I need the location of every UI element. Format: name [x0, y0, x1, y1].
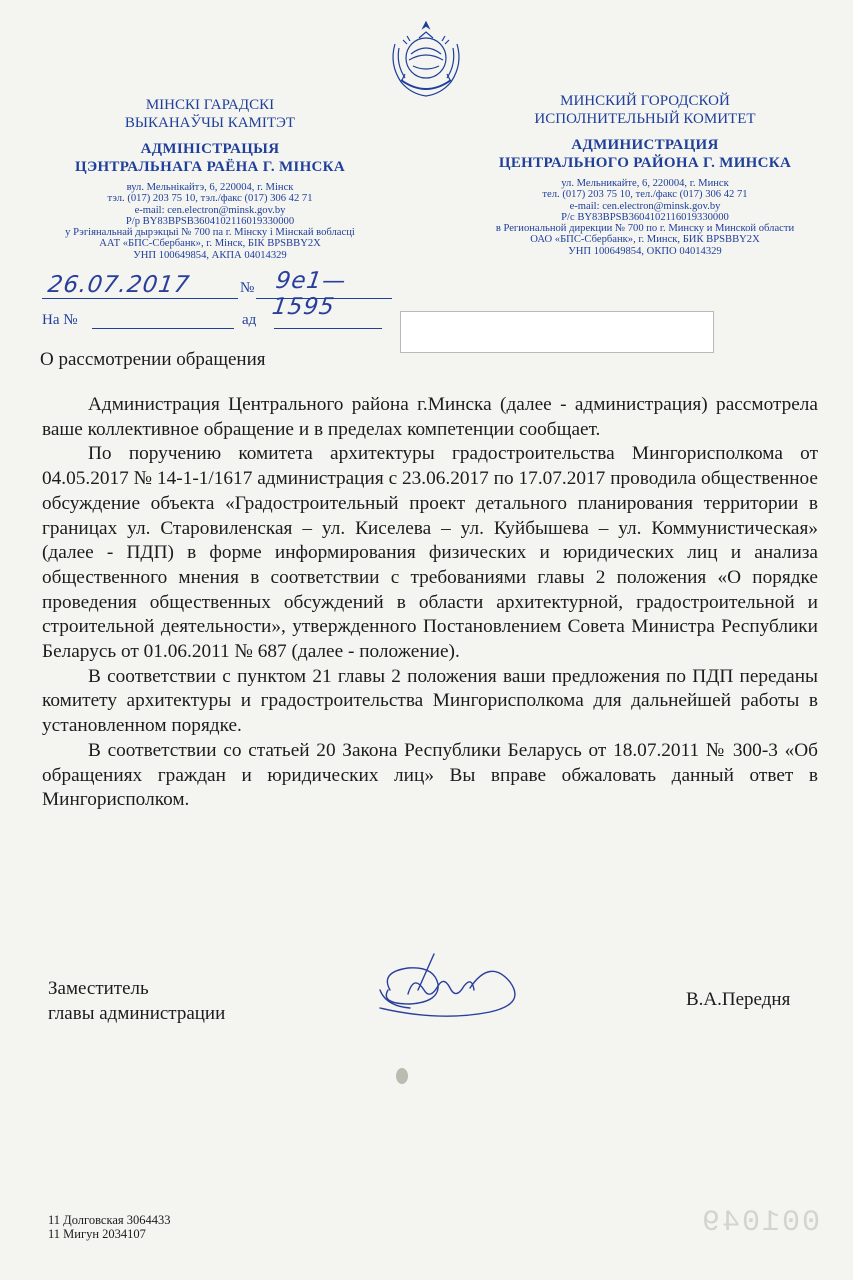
email-line: e-mail: cen.electron@minsk.gov.by — [134, 204, 286, 216]
admin-name-line: АДМІНІСТРАЦЫЯ — [140, 141, 280, 157]
underline — [274, 328, 382, 329]
signatory-title-line: главы администрации — [48, 1002, 226, 1024]
underline — [92, 328, 234, 329]
address-line: вул. Мельнікайтэ, 6, 220004, г. Мінск — [126, 182, 294, 193]
signatory-title-line: Заместитель — [48, 978, 149, 999]
reference-number-label: На № — [42, 312, 78, 328]
letter-body — [42, 393, 818, 813]
reference-date-label: ад — [242, 312, 257, 328]
admin-name-line: АДМИНИСТРАЦИЯ — [571, 137, 719, 153]
paragraph: Администрация Центрального района г.Минска (далее - администрация) рассмотрела ваше коллективное обращение и в пределах компетенции сообщает. — [42, 394, 818, 440]
admin-name-line: ЦЭНТРАЛЬНАГА РАЁНА Г. МІНСКА — [75, 159, 345, 175]
letter-subject: О рассмотрении обращения — [40, 349, 266, 370]
underline — [42, 298, 238, 299]
bank-line: у Рэгіянальнай дырэкцыі № 700 па г. Мінску і Мінскай вобласці — [65, 227, 355, 239]
executor-line: 11 Мигун 2034107 — [48, 1227, 146, 1241]
signatory-title — [48, 977, 225, 1026]
org-name-line: МИНСКИЙ ГОРОДСКОЙ — [560, 93, 730, 109]
org-name-line: ВЫКАНАЎЧЫ КАМІТЭТ — [124, 115, 296, 131]
letterhead-belarusian — [10, 96, 410, 261]
letterhead-russian — [440, 92, 850, 257]
handwritten-signature — [360, 950, 530, 1020]
signatory-name: В.А.Передня — [686, 989, 791, 1010]
bank-line: в Региональной дирекции № 700 по г. Минску и Минской области — [495, 223, 795, 235]
executor-line: 11 Долговская 3064433 — [48, 1213, 171, 1227]
state-emblem-icon — [381, 14, 471, 104]
paragraph: По поручению комитета архитектуры градостроительства Мингорисполкома от 04.05.2017 № 14-1-1/1617 администрация с 23.06.2017 по 17.07.2017 проводила общественное обсуждение объекта «Градостроительный проект детального планирования территории в границах ул. Старовиленская – ул. Киселева – ул. Куйбышева – ул. Коммунистическая» (далее - ПДП) в форме информирования физических и юридических лиц и анализа общественного мнения в соответствии с требованиями главы 2 положения «О порядке проведения общественных обсуждений в области архитектурной, градостроительной и строительной деятельности», утвержденного Постановлением Совета Министра Республики Беларусь от 01.06.2011 № 687 (далее - положение). — [42, 443, 818, 663]
account-line: Р/р BY83BPSB3604102116019330000 — [125, 215, 295, 227]
letterhead-details — [10, 182, 410, 261]
executor-contacts — [48, 1213, 171, 1241]
address-line: ул. Мельникайте, 6, 220004, г. Минск — [561, 178, 729, 189]
redacted-address-box — [400, 311, 714, 353]
reference-line — [42, 310, 392, 332]
org-name-line: МІНСКІ ГАРАДСКІ — [145, 97, 275, 113]
letterhead-details — [440, 178, 850, 257]
registration-date: 26.07.2017 — [46, 272, 192, 298]
paragraph: В соответствии с пунктом 21 главы 2 положения ваши предложения по ПДП переданы комитету архитектуры и градостроительства Мингорисполкома для дальнейшей работы в установленном порядке. — [42, 665, 818, 737]
tax-id-line: УНП 100649854, ОКПО 04014329 — [568, 245, 722, 257]
phone-line: тел. (017) 203 75 10, тел./факс (017) 306 42 71 — [542, 189, 748, 201]
admin-name-line: ЦЕНТРАЛЬНОГО РАЙОНА Г. МИНСКА — [498, 155, 792, 171]
show-through-serial: 001049 — [700, 1206, 821, 1240]
underline — [256, 298, 392, 299]
bank-line: ОАО «БПС-Сбербанк», г. Минск, БИК BPSBBY2X — [530, 234, 760, 246]
email-line: e-mail: cen.electron@minsk.gov.by — [569, 200, 721, 212]
org-name-line: ИСПОЛНИТЕЛЬНЫЙ КОМИТЕТ — [534, 111, 756, 127]
paper-speck — [396, 1068, 408, 1084]
phone-line: тэл. (017) 203 75 10, тэл./факс (017) 306 42 71 — [107, 193, 313, 205]
paragraph: В соответствии со статьей 20 Закона Республики Беларусь от 18.07.2011 № 300-3 «Об обращениях граждан и юридических лиц» Вы вправе обжаловать данный ответ в Мингорисполком. — [42, 739, 818, 811]
registration-number: 9е1—1595 — [270, 268, 349, 320]
tax-id-line: УНП 100649854, АКПА 04014329 — [133, 249, 287, 261]
registration-number-label: № — [240, 280, 255, 296]
account-line: Р/с BY83BPSB3604102116019330000 — [561, 211, 729, 223]
bank-line: ААТ «БПС-Сбербанк», г. Мінск, БІК BPSBBY2X — [99, 238, 321, 250]
